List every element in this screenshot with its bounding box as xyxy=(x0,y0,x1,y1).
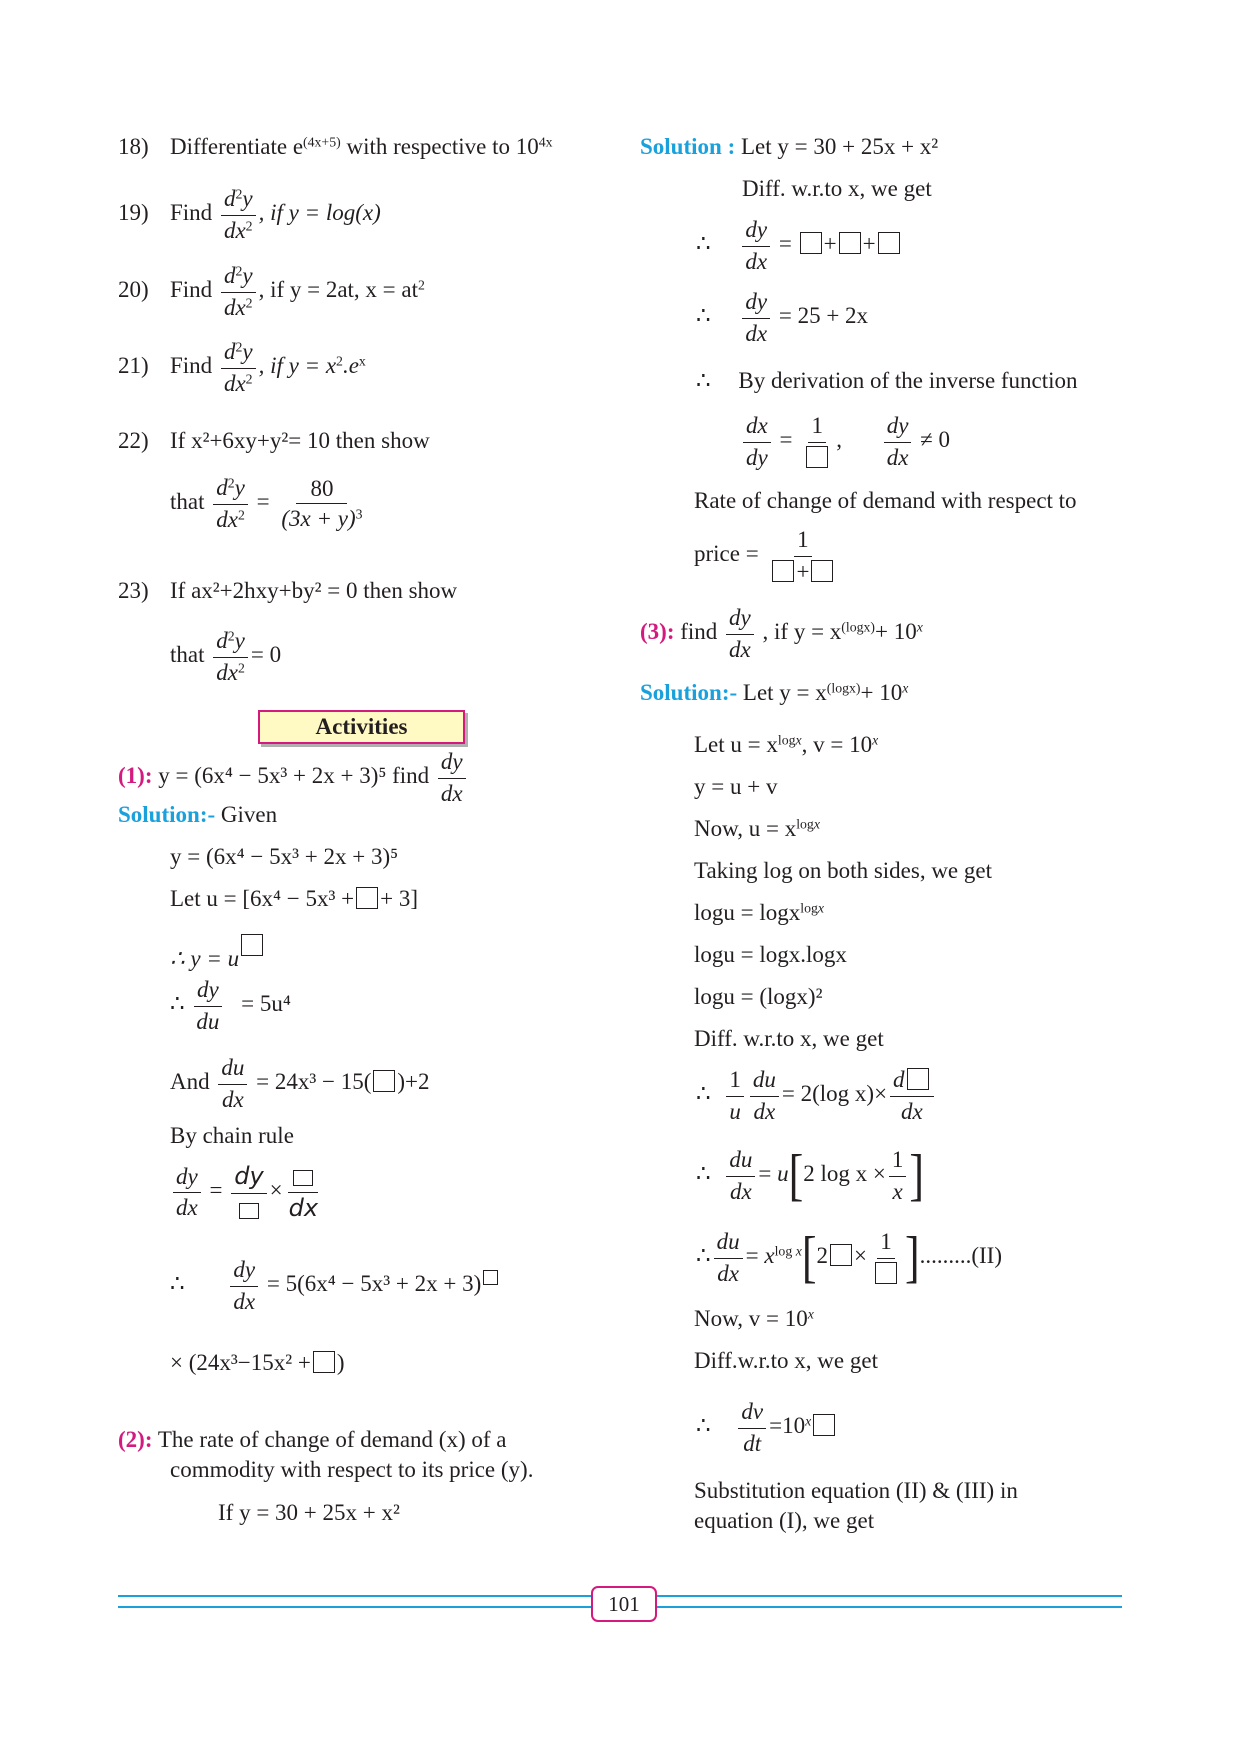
second-derivative-fraction: $\frac{d^2y}{dx^2}$ xyxy=(221,185,256,244)
question-22-result: that $\frac{d^2y}{dx^2}$ = $\frac{80}{(3x + y)^3}$ xyxy=(170,474,369,533)
activity-1-solution-heading: Solution:- Given xyxy=(118,802,278,827)
blank-box[interactable] xyxy=(772,560,794,582)
question-20: 20) Find $\frac{d^2y}{dx^2}$ , if y = 2at, $x = at^2$ xyxy=(118,263,425,320)
activity-2-statement: (2): The rate of change of demand (x) of a xyxy=(118,1427,507,1452)
second-derivative-fraction: $\frac{d^2y}{dx^2}$ xyxy=(221,338,256,397)
blank-box[interactable] xyxy=(907,1068,929,1090)
act3-line-10: ∴ $\frac{du}{dx}$ = u[2 log x × $\frac{1}{x}$ ] xyxy=(696,1143,925,1207)
act3-line-7: logu = (logx)² xyxy=(694,984,823,1009)
act2-diff: Diff. w.r.to x, we get xyxy=(742,176,932,201)
blank-box[interactable] xyxy=(293,1170,313,1186)
blank-box[interactable] xyxy=(811,560,833,582)
blank-box[interactable] xyxy=(373,1070,395,1092)
blank-box[interactable] xyxy=(241,934,263,956)
blank-box[interactable] xyxy=(239,1203,259,1219)
blank-box[interactable] xyxy=(806,446,828,468)
blank-box[interactable] xyxy=(878,232,900,254)
act2-inverse: ∴ By derivation of the inverse function xyxy=(696,368,1078,393)
blank-box[interactable] xyxy=(830,1244,852,1266)
act3-line-1: Let $u = x^{logx}$, $v = 10^x$ xyxy=(694,732,879,757)
act1-chain-rule: $\frac{dy}{dx}$ = dy × dx xyxy=(170,1162,324,1222)
question-19: 19) Find $\frac{d^2y}{dx^2}$ , if y = log(x) xyxy=(118,186,381,243)
act2-price: price = $\frac{1}{+}$ xyxy=(694,526,841,585)
act1-line-9: × (24x³−15x² + ) xyxy=(170,1350,345,1375)
act3-line-14: ∴ $\frac{dv}{dt}$ $=10^x$ xyxy=(696,1398,837,1457)
act3-line-6: logu = logx.logx xyxy=(694,942,847,967)
act1-line-5: And $\frac{du}{dx}$ = 24x³ − 15( )+2 xyxy=(170,1055,430,1112)
act3-line-12: Now, $v = 10^x$ xyxy=(694,1306,814,1331)
question-23: 23) If ax²+2hxy+by² = 0 then show xyxy=(118,578,458,603)
act1-line-6: By chain rule xyxy=(170,1123,294,1148)
act2-inverse-eq: $\frac{dx}{dy}$ = 1 , $\frac{dy}{dx}$ ≠ 0 xyxy=(740,412,950,471)
act3-line-8: Diff. w.r.to x, we get xyxy=(694,1026,884,1051)
act2-eq1: ∴ $\frac{dy}{dx}$ = + + xyxy=(696,216,902,275)
question-21: 21) Find $\frac{d^2y}{dx^2}$ , if $y = x^2.e^x$ xyxy=(118,339,366,396)
act1-line-8: ∴ $\frac{dy}{dx}$ = 5(6x⁴ − 5x³ + 2x + 3) xyxy=(170,1256,500,1315)
act3-line-15: Substitution equation (II) & (III) in xyxy=(694,1478,1018,1503)
activity-3-statement: (3): find $\frac{dy}{dx}$ , if $y = x^{(logx)}+ 10^x$ xyxy=(640,605,923,662)
act3-line-13: Diff.w.r.to x, we get xyxy=(694,1348,878,1373)
act3-solution-heading: Solution:- Let $y = x^{(logx)}+ 10^x$ xyxy=(640,680,909,705)
blank-box[interactable] xyxy=(313,1351,335,1373)
blank-box[interactable] xyxy=(875,1262,897,1284)
act1-line-4: ∴ $\frac{dy}{du}$ = 5u⁴ xyxy=(170,977,291,1034)
activity-1-statement: (1): y = (6x⁴ − 5x³ + 2x + 3)⁵ find $\frac{dy}{dx}$ xyxy=(118,748,469,807)
result-fraction: $\frac{80}{(3x + y)^3}$ xyxy=(281,476,363,531)
blank-box[interactable] xyxy=(356,887,378,909)
question-22: 22) If x²+6xy+y²= 10 then show xyxy=(118,428,430,453)
act3-line-2: y = u + v xyxy=(694,774,778,799)
blank-box[interactable] xyxy=(813,1414,835,1436)
act1-line-2: Let u = [6x⁴ − 5x³ + + 3] xyxy=(170,886,419,911)
blank-box[interactable] xyxy=(839,232,861,254)
activity-2-statement-2: commodity with respect to its price (y). xyxy=(170,1457,534,1482)
act3-line-4: Taking log on both sides, we get xyxy=(694,858,992,883)
act3-line-16: equation (I), we get xyxy=(694,1508,875,1533)
activities-heading: Activities xyxy=(258,710,465,744)
second-derivative-fraction: $\frac{d^2y}{dx^2}$ xyxy=(221,262,256,321)
act3-line-5: logu = logx$^{logx}$ xyxy=(694,900,825,925)
act2-solution-heading: Solution : Let y = 30 + 25x + x² xyxy=(640,134,939,159)
act3-line-3: Now, $u = x^{logx}$ xyxy=(694,816,820,841)
act1-line-3: ∴ y = u xyxy=(170,934,265,972)
blank-box[interactable] xyxy=(800,232,822,254)
act3-line-9: ∴ $\frac{1}{u}$ $\frac{du}{dx}$ = 2(log x)× $\frac{d}{dx}$ xyxy=(696,1066,937,1125)
blank-box[interactable] xyxy=(483,1270,498,1285)
question-18: 18) Differentiate $e^{(4x+5)}$ with respective to $10^{4x}$ xyxy=(118,134,553,159)
act3-line-11: ∴ $\frac{du}{dx}$ = $x^{log x}[2$ × 1 ].........(II) xyxy=(696,1225,1002,1289)
activity-2-if-line: If y = 30 + 25x + x² xyxy=(218,1500,400,1525)
act1-line-1: y = (6x⁴ − 5x³ + 2x + 3)⁵ xyxy=(170,844,399,869)
page-number: 101 xyxy=(591,1586,657,1622)
question-23-result: that $\frac{d^2y}{dx^2}$ = 0 xyxy=(170,628,282,685)
act2-rate: Rate of change of demand with respect to xyxy=(694,488,1077,513)
act2-eq2: ∴ $\frac{dy}{dx}$ = 25 + 2x xyxy=(696,289,869,346)
